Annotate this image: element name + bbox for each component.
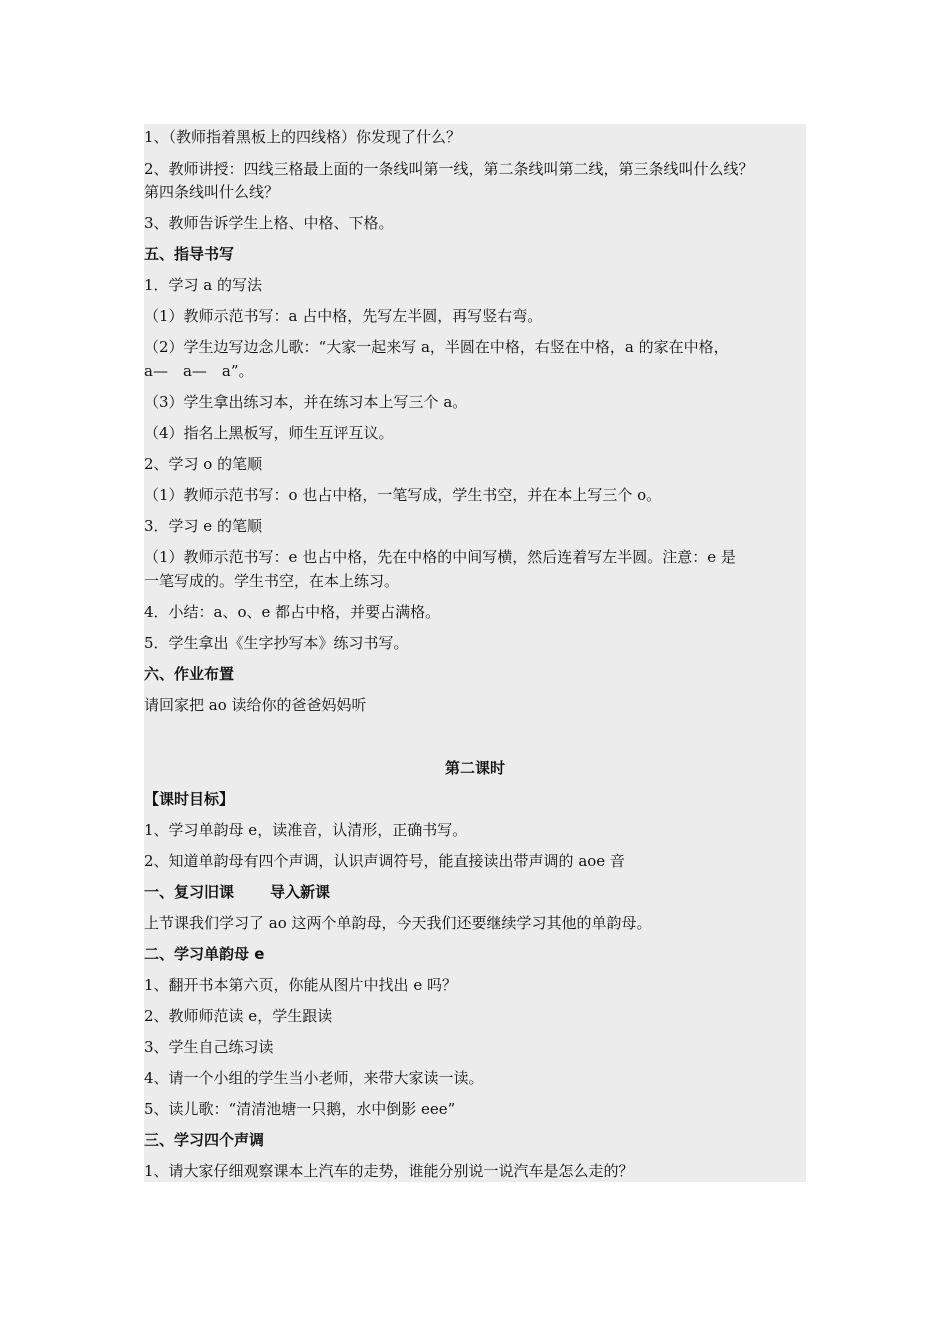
paragraph: 3、教师告诉学生上格、中格、下格。 [144, 214, 394, 232]
section-heading: 三、学习四个声调 [144, 1131, 265, 1149]
section-heading: 【课时目标】 [144, 790, 235, 808]
paragraph: 第四条线叫什么线？ [144, 183, 280, 201]
paragraph: 1、请大家仔细观察课本上汽车的走势，谁能分别说一说汽车是怎么走的？ [144, 1162, 634, 1180]
paragraph: 3、学生自己练习读 [144, 1038, 274, 1056]
paragraph: （1）教师示范书写：a 占中格，先写左半圆，再写竖右弯。 [144, 307, 543, 325]
paragraph: 4．小结：a、o、e 都占中格，并要占满格。 [144, 603, 441, 621]
heading-part: 导入新课 [270, 883, 331, 901]
paragraph: 2、教师讲授：四线三格最上面的一条线叫第一线，第二条线叫第二线，第三条线叫什么线？ [144, 160, 754, 178]
paragraph: 上节课我们学习了 ao 这两个单韵母，今天我们还要继续学习其他的单韵母。 [144, 914, 652, 932]
paragraph: （1）教师示范书写：o 也占中格，一笔写成，学生书空，并在本上写三个 o。 [144, 486, 662, 504]
paragraph: 5、读儿歌：“清清池塘一只鹅，水中倒影 eee” [144, 1100, 456, 1118]
paragraph: 1、（教师指着黑板上的四线格）你发现了什么？ [144, 128, 462, 146]
paragraph: 一笔写成的。学生书空，在本上练习。 [144, 572, 400, 590]
paragraph: 3．学习 e 的笔顺 [144, 517, 262, 535]
paragraph: 请回家把 ao 读给你的爸爸妈妈听 [144, 696, 367, 714]
paragraph: 2、知道单韵母有四个声调，认识声调符号，能直接读出带声调的 aoe 音 [144, 852, 625, 870]
paragraph: （1）教师示范书写：e 也占中格，先在中格的中间写横，然后连着写左半圆。注意：e 是 [144, 548, 736, 566]
lesson-title: 第二课时 [444, 759, 505, 777]
paragraph: 1、翻开书本第六页，你能从图片中找出 e 吗？ [144, 976, 457, 994]
paragraph: 1、学习单韵母 e，读准音，认清形，正确书写。 [144, 821, 468, 839]
paragraph: 4、请一个小组的学生当小老师，来带大家读一读。 [144, 1069, 484, 1087]
paragraph: 1．学习 a 的写法 [144, 276, 263, 294]
paragraph: 2、学习 o 的笔顺 [144, 455, 263, 473]
section-heading: 五、指导书写 [144, 245, 235, 263]
paragraph: （4）指名上黑板写，师生互评互议。 [144, 424, 394, 442]
paragraph: （3）学生拿出练习本，并在练习本上写三个 a。 [144, 393, 468, 411]
paragraph: 2、教师师范读 e，学生跟读 [144, 1007, 333, 1025]
paragraph: （2）学生边写边念儿歌：“大家一起来写 a，半圆在中格，右竖在中格，a 的家在中格， [144, 338, 729, 356]
section-heading: 二、学习单韵母 e [144, 945, 265, 963]
section-heading: 六、作业布置 [144, 665, 235, 683]
paragraph: 5．学生拿出《生字抄写本》练习书写。 [144, 634, 409, 652]
paragraph: a— a— a”。 [144, 362, 254, 380]
heading-part: 一、复习旧课 [144, 883, 235, 901]
section-heading [144, 880, 330, 904]
